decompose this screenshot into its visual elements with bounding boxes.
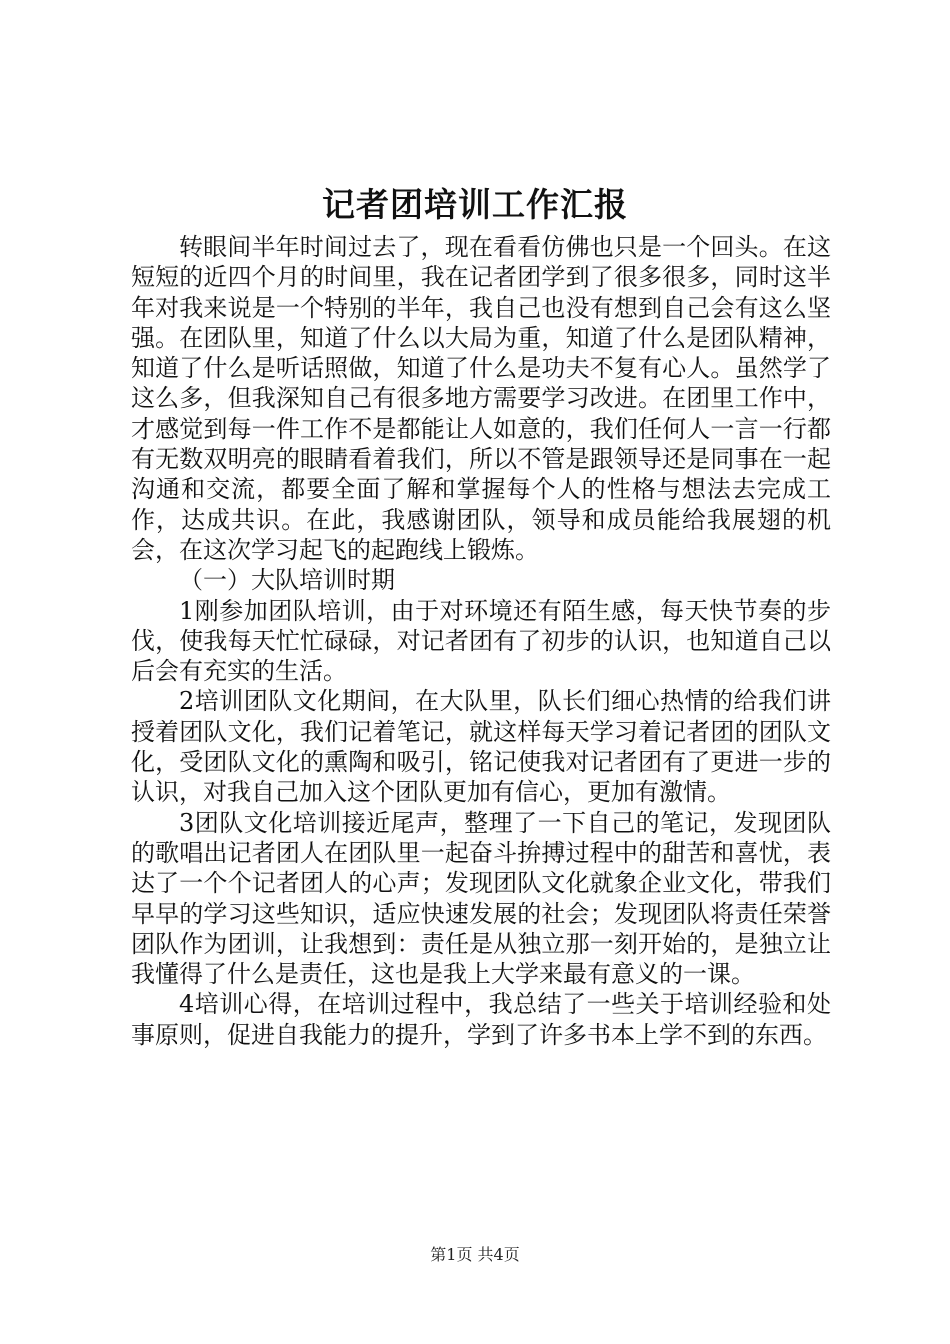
paragraph-intro: 转眼间半年时间过去了，现在看看仿佛也只是一个回头。在这短短的近四个月的时间里，我在记者团学到了很多很多，同时这半年对我来说是一个特别的半年，我自己也没有想到自己会有这么坚强。在团队里，知道了什么以大局为重，知道了什么是团队精神，知道了什么是听话照做，知道了什么是功夫不复有心人。虽然学了这么多，但我深知自己有很多地方需要学习改进。在团里工作中，才感觉到每一件工作不是都能让人如意的，我们任何人一言一行都有无数双明亮的眼睛看着我们，所以不管是跟领导还是同事在一起沟通和交流，都要全面了解和掌握每个人的性格与想法去完成工作，达成共识。在此，我感谢团队，领导和成员能给我展翅的机会，在这次学习起飞的起跑线上锻炼。 bbox=[131, 233, 831, 564]
paragraph-item-2: 2培训团队文化期间，在大队里，队长们细心热情的给我们讲授着团队文化，我们记着笔记，就这样每天学习着记者团的团队文化，受团队文化的熏陶和吸引，铭记使我对记者团有了更进一步的认识，对我自己加入这个团队更加有信心，更加有激情。 bbox=[131, 687, 831, 807]
paragraph-item-4: 4培训心得，在培训过程中，我总结了一些关于培训经验和处事原则，促进自我能力的提升，学到了许多书本上学不到的东西。 bbox=[131, 990, 831, 1049]
document-body bbox=[131, 232, 831, 1050]
page-footer: 第1页 共4页 bbox=[430, 1245, 520, 1264]
paragraph-item-3: 3团队文化培训接近尾声，整理了一下自己的笔记，发现团队的歌唱出记者团人在团队里一起奋斗拚搏过程中的甜苦和喜忧，表达了一个个记者团人的心声；发现团队文化就象企业文化，带我们早早的学习这些知识，适应快速发展的社会；发现团队将责任荣誉团队作为团训，让我想到：责任是从独立那一刻开始的，是独立让我懂得了什么是责任，这也是我上大学来最有意义的一课。 bbox=[131, 808, 831, 989]
paragraph-item-1: 1刚参加团队培训，由于对环境还有陌生感，每天快节奏的步伐，使我每天忙忙碌碌，对记者团有了初步的认识，也知道自己以后会有充实的生活。 bbox=[131, 596, 831, 686]
section-heading: （一）大队培训时期 bbox=[179, 566, 395, 595]
document-title: 记者团培训工作汇报 bbox=[322, 185, 628, 224]
